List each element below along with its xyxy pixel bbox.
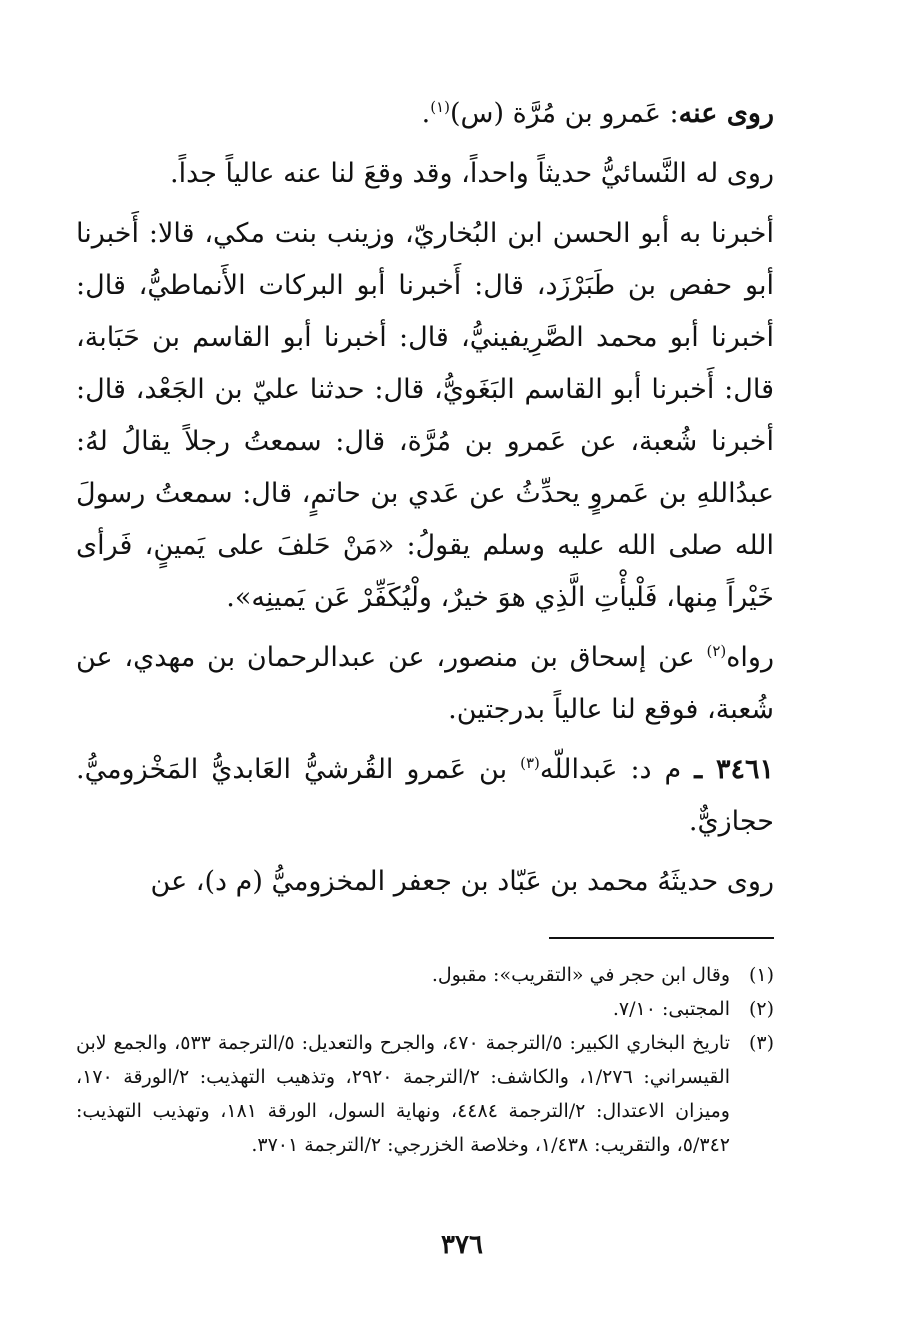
- footnote-text: المجتبى: ٧/١٠.: [612, 998, 730, 1020]
- footnote-number: (٢): [748, 998, 774, 1020]
- narrators-text: : عَمرو بن مُرَّة (س): [449, 98, 679, 129]
- footnote-item: [76, 1026, 774, 1162]
- narrators-label: روى عنه: [678, 98, 774, 129]
- paragraph-hadithahu: روى حديثَهُ محمد بن عَبّاد بن جعفر المخزوميُّ (م د)، عن: [150, 866, 774, 897]
- footnote-text: وقال ابن حجر في «التقريب»: مقبول.: [431, 964, 730, 986]
- footnote-divider: [549, 937, 774, 939]
- narrators-end: .: [421, 98, 431, 129]
- entry-number: ٣٤٦١ ـ: [694, 754, 774, 785]
- footnote-number: (٣): [748, 1032, 774, 1054]
- narrators-from-line: [76, 88, 774, 140]
- footnote-ref-2: (٢): [706, 642, 727, 660]
- entry-codes: م د:: [617, 754, 695, 785]
- footnote-ref-1: (١): [430, 98, 450, 116]
- main-text: [76, 88, 774, 916]
- footnote-ref-3: (٣): [520, 754, 540, 772]
- footnote-item: [76, 958, 774, 992]
- entry-heading: [76, 744, 774, 848]
- paragraph-rawahu: [76, 632, 774, 736]
- rawahu-start: رواه: [726, 642, 774, 673]
- entry-name-rest: بن عَمرو القُرشيُّ العَابديُّ المَخْزوميُّ. حجازيٌّ.: [76, 754, 774, 837]
- footnote-text: تاريخ البخاري الكبير: ٥/الترجمة ٤٧٠، والجرح والتعديل: ٥/الترجمة ٥٣٣، والجمع لابن القيسراني: ١/٢٧٦، والكاشف: ٢/الترجمة ٢٩٢٠، وتذهيب التهذيب: ٢/الورقة ١٧٠، وميزان الاعتدال: ٢/الترجمة ٤٤٨٤، ونهاية السول، الورقة ١٨١، وتهذيب التهذيب: ٥/٣٤٢، والتقريب: ١/٤٣٨، وخلاصة الخزرجي: ٢/الترجمة ٣٧٠١.: [76, 1032, 730, 1156]
- paragraph-nasai: روى له النَّسائيُّ حديثاً واحداً، وقد وقعَ لنا عنه عالياً جداً.: [170, 158, 774, 189]
- footnote-number: (١): [748, 964, 774, 986]
- footnote-item: [76, 992, 774, 1026]
- paragraph-isnad: أخبرنا به أبو الحسن ابن البُخاريّ، وزينب بنت مكي، قالا: أَخبرنا أبو حفص بن طَبَرْزَد، قال: أَخبرنا أبو البركات الأَنماطيُّ، قال: أخبرنا أبو محمد الصَّرِيفينيُّ، قال: أخبرنا أبو القاسم بن حَبَابة، قال: أَخبرنا أبو القاسم البَغَويُّ، قال: حدثنا عليّ بن الجَعْد، قال: أخبرنا شُعبة، عن عَمرو بن مُرَّة، قال: سمعتُ رجلاً يقالُ لهُ: عبدُاللهِ بن عَمروٍ يحدِّثُ عن عَدي بن حاتمٍ، قال: سمعتُ رسولَ الله صلى الله عليه وسلم يقولُ: «مَنْ حَلفَ على يَمينٍ، فَرأى خَيْراً مِنها، فَلْيأْتِ الَّذِي هوَ خيرٌ، ولْيُكَفِّرْ عَن يَمينِه».: [76, 218, 774, 613]
- entry-name: عَبداللّه: [539, 754, 618, 785]
- footnotes: [76, 958, 774, 1162]
- page-number: ٣٧٦: [441, 1230, 483, 1260]
- rawahu-text: عن إسحاق بن منصور، عن عبدالرحمان بن مهدي، عن شُعبة، فوقع لنا عالياً بدرجتين.: [76, 642, 774, 725]
